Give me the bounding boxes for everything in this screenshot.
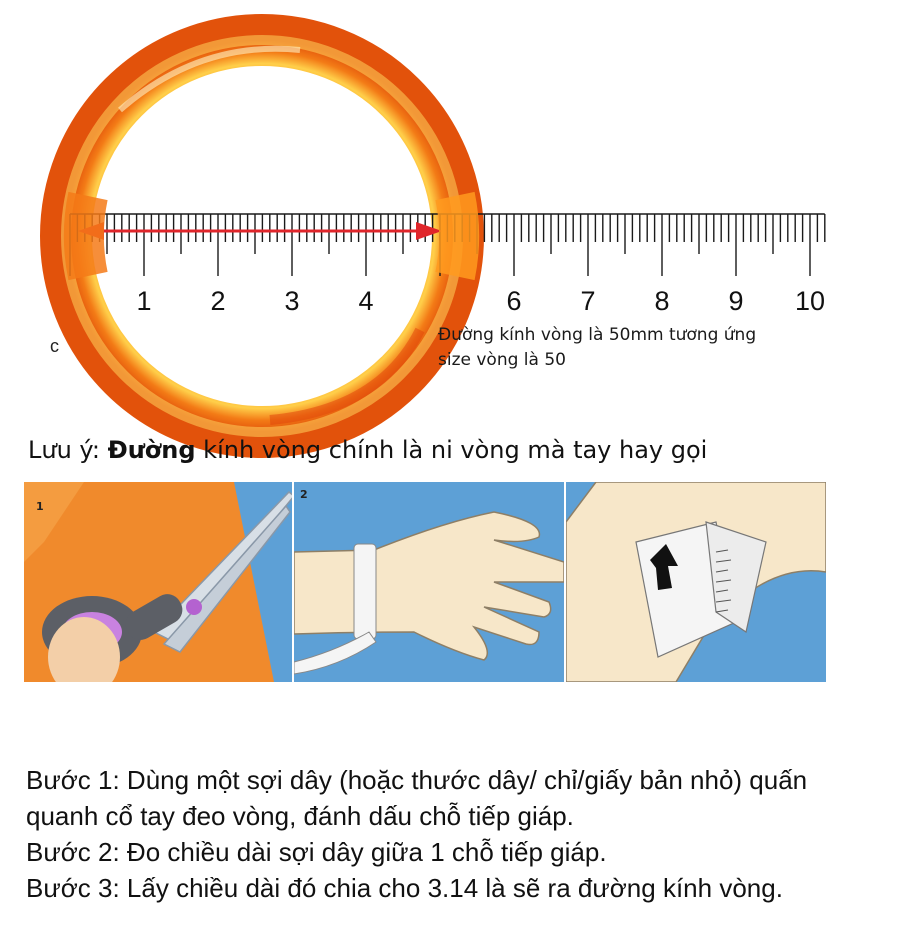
- note-bold: Đường: [107, 436, 196, 464]
- steps-text: [26, 762, 886, 906]
- ruler-label: 9: [728, 286, 744, 316]
- ruler-label: 6: [506, 286, 522, 316]
- diameter-arrow: [78, 222, 442, 240]
- ruler-label: 8: [654, 286, 670, 316]
- diameter-caption-line1: Đường kính vòng là 50mm tương ứng: [438, 325, 757, 345]
- wrist-measure-illustration: [294, 482, 564, 682]
- ruler-label: 2: [210, 286, 226, 316]
- panel-number-1: 1: [36, 500, 44, 513]
- ruler-label: 7: [580, 286, 596, 316]
- ruler-label: 10: [794, 286, 826, 316]
- panel-step-1: [24, 482, 292, 682]
- panel-step-3: [566, 482, 826, 682]
- tape-reading-illustration: [566, 482, 826, 682]
- step-3-text: Bước 3: Lấy chiều dài đó chia cho 3.14 là sẽ ra đường kính vòng.: [26, 873, 783, 903]
- note-prefix: Lưu ý:: [28, 436, 108, 464]
- panel-step-2: [294, 482, 564, 682]
- panel-number-2: 2: [300, 488, 308, 501]
- diameter-caption-line2: size vòng là 50: [438, 350, 566, 370]
- scissors-paper-illustration: [24, 482, 292, 682]
- ruler-label: 1: [136, 286, 152, 316]
- ruler-label: 4: [358, 286, 374, 316]
- note-rest: kính vòng chính là ni vòng mà tay hay gọi: [195, 436, 708, 464]
- note-heading: [28, 436, 707, 464]
- step-2-text: Bước 2: Đo chiều dài sợi dây giữa 1 chỗ tiếp giáp.: [26, 837, 607, 867]
- ruler-label: 3: [284, 286, 300, 316]
- step-1-text: Bước 1: Dùng một sợi dây (hoặc thước dây/ chỉ/giấy bản nhỏ) quấn quanh cổ tay đeo vòng, đánh dấu chỗ tiếp giáp.: [26, 765, 808, 831]
- stray-mark: c: [50, 336, 59, 356]
